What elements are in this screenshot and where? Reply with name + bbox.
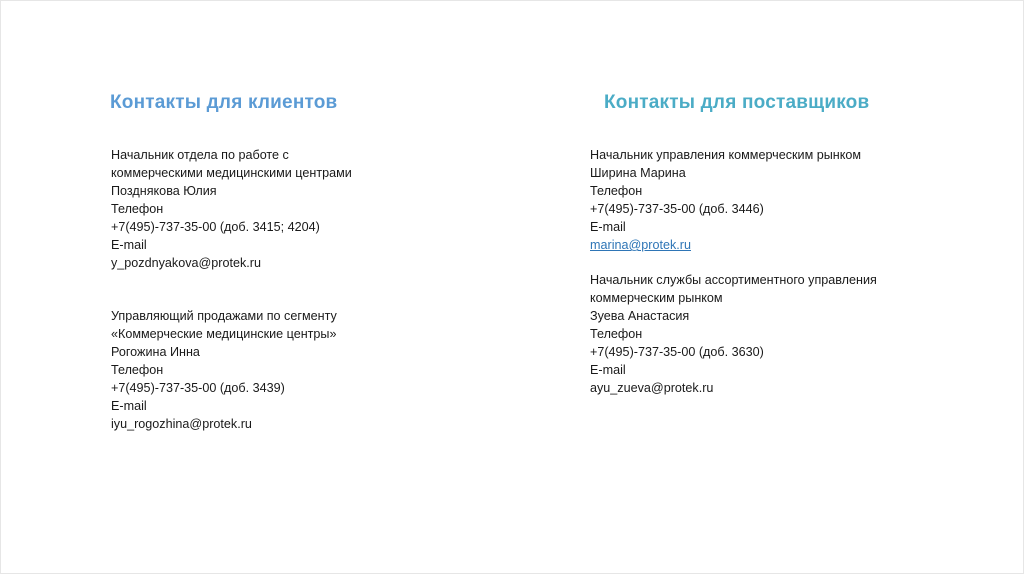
- supplier-contact-2: [590, 271, 877, 397]
- contact-name: Позднякова Юлия: [111, 184, 217, 198]
- suppliers-contacts-title: Контакты для поставщиков: [604, 92, 870, 113]
- clients-contacts-title: Контакты для клиентов: [110, 92, 338, 113]
- phone-number: +7(495)-737-35-00 (доб. 3446): [590, 202, 764, 216]
- email-label: E-mail: [111, 399, 147, 413]
- contact-position-cont: «Коммерческие медицинские центры»: [111, 327, 337, 341]
- contact-position: Управляющий продажами по сегменту: [111, 309, 337, 323]
- contact-position-cont: коммерческим рынком: [590, 291, 723, 305]
- phone-number: +7(495)-737-35-00 (доб. 3630): [590, 345, 764, 359]
- client-contact-2: [111, 307, 337, 433]
- email-label: E-mail: [590, 220, 626, 234]
- contact-name: Рогожина Инна: [111, 345, 200, 359]
- email-label: E-mail: [111, 238, 147, 252]
- email-address: iyu_rogozhina@protek.ru: [111, 417, 252, 431]
- contact-position: Начальник отдела по работе с: [111, 148, 289, 162]
- phone-label: Телефон: [590, 184, 643, 198]
- contact-position-cont: коммерческими медицинскими центрами: [111, 166, 352, 180]
- phone-number: +7(495)-737-35-00 (доб. 3439): [111, 381, 285, 395]
- contact-name: Ширина Марина: [590, 166, 686, 180]
- email-address: y_pozdnyakova@protek.ru: [111, 256, 261, 270]
- supplier-contact-1: [590, 146, 861, 254]
- email-address: ayu_zueva@protek.ru: [590, 381, 714, 395]
- phone-number: +7(495)-737-35-00 (доб. 3415; 4204): [111, 220, 320, 234]
- phone-label: Телефон: [111, 363, 164, 377]
- client-contact-1: [111, 146, 352, 272]
- contact-name: Зуева Анастасия: [590, 309, 690, 323]
- contact-position: Начальник управления коммерческим рынком: [590, 148, 862, 162]
- phone-label: Телефон: [111, 202, 164, 216]
- email-label: E-mail: [590, 363, 626, 377]
- phone-label: Телефон: [590, 327, 643, 341]
- contact-position: Начальник службы ассортиментного управления: [590, 273, 877, 287]
- email-link[interactable]: marina@protek.ru: [590, 238, 691, 252]
